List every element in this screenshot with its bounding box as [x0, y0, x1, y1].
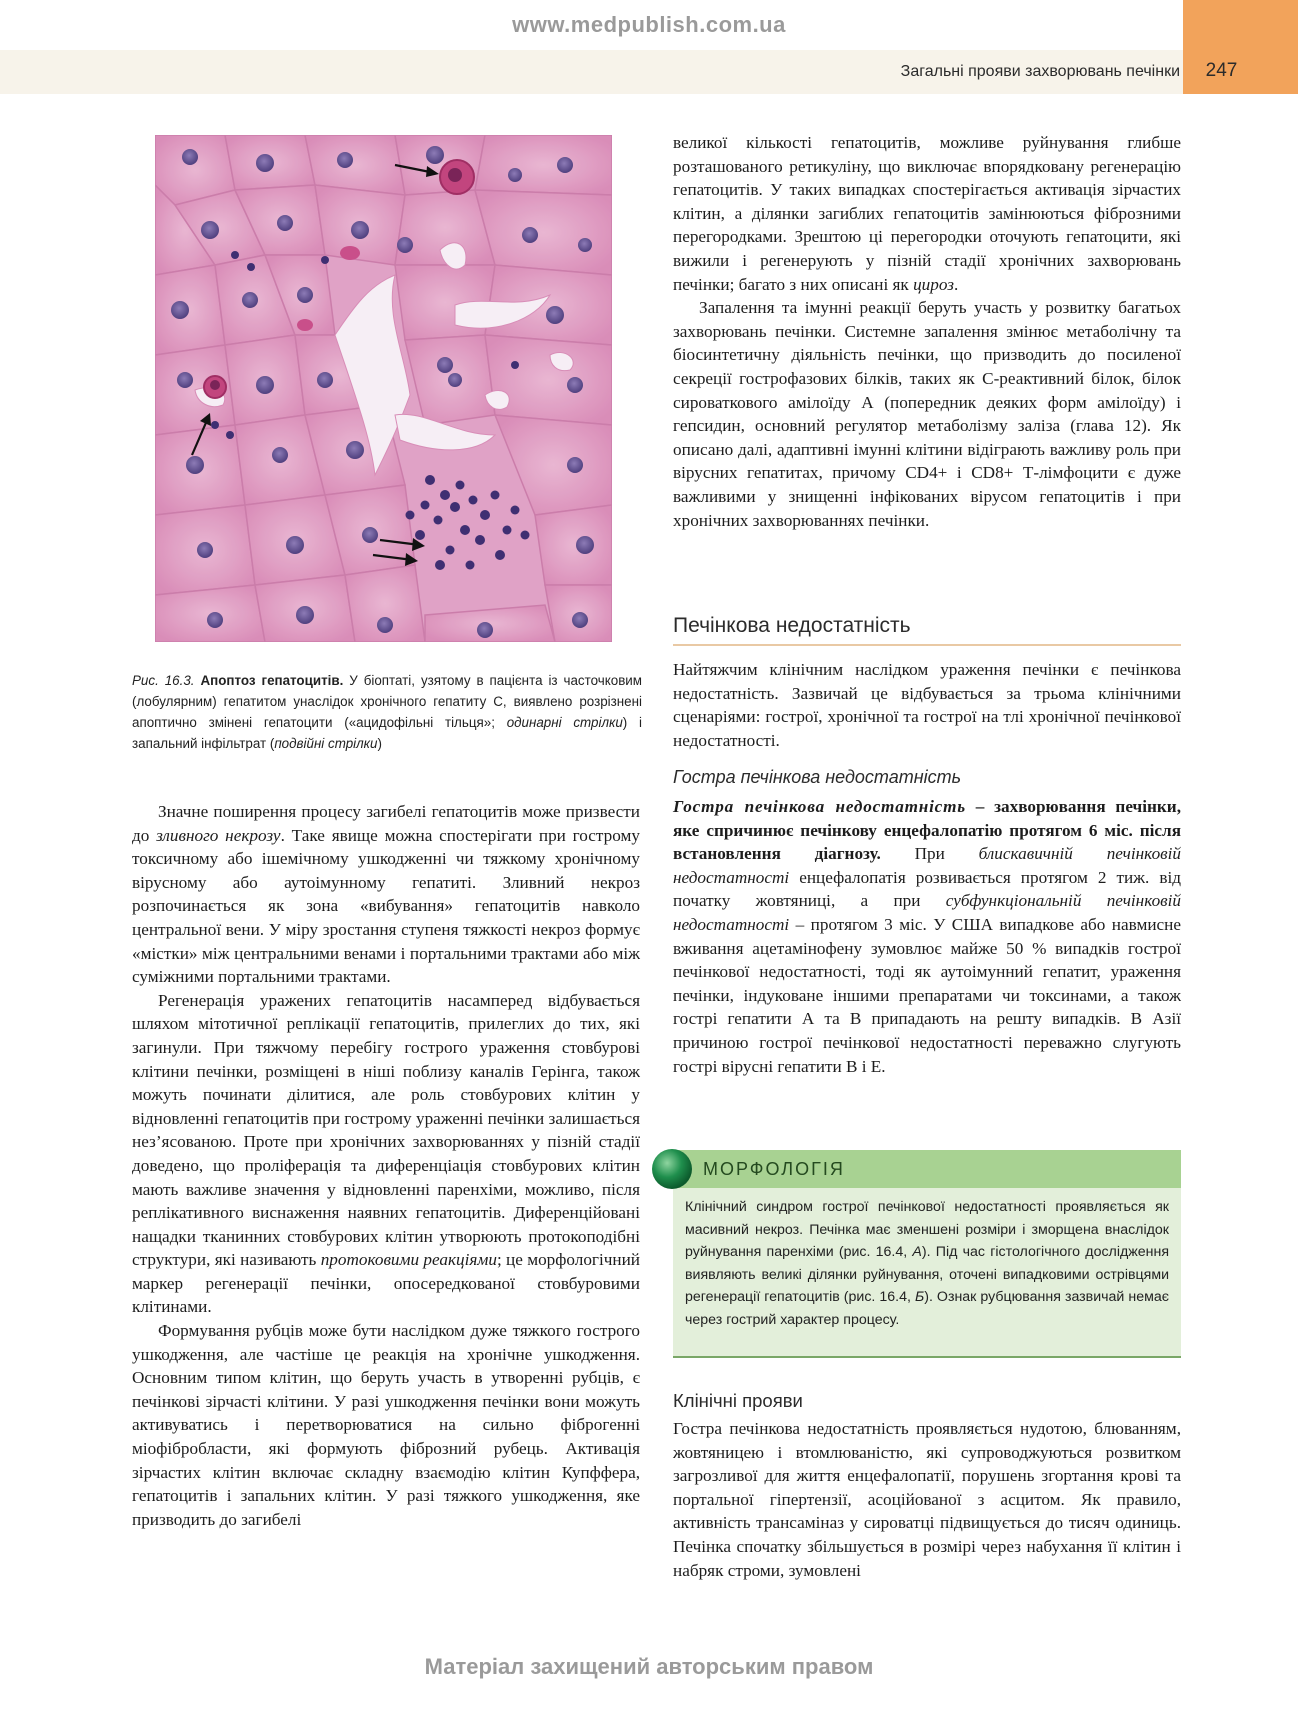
caption-single-arrows: одинарні стрілки [506, 715, 623, 730]
term-fulminant-failure: блискавичній печінковій недостатності [673, 844, 1181, 887]
paragraph-text: великої кількості гепатоцитів, можливе руйнування глибше розташованого ретикуліну, що виключає впорядковану регенерацію гепатоцитів. У таких випадках спостерігається активація зірчастих клітин, а ділянки загиблих гепатоцитів замінюються фіброзними перегородками. Зрештою ці перегородки оточують гепатоцити, які вижили і регенерують у пізній стадії хронічних захворювань печінки; багато з них описані як [673, 133, 1181, 294]
morphology-text [685, 1196, 1169, 1332]
paragraph-text: . [953, 274, 959, 294]
term-subfulminant-failure: субфункціональній печінковій недостатності [673, 891, 1182, 934]
morphology-header [673, 1150, 1181, 1188]
right-column-clinical [673, 1417, 1181, 1582]
morphology-text-part: ). Під час гістологічного дослідження виявляють великі ділянки руйнування, оточені випадковими острівцями регенерації гепатоцитів (рис. 16.4, [685, 1244, 1169, 1306]
term-cirrhosis: цироз [913, 274, 954, 294]
figure-ref-a: А [912, 1244, 922, 1261]
left-column [132, 800, 640, 1531]
copyright-watermark: Матеріал захищений авторським правом [424, 1654, 874, 1679]
figure-caption [132, 670, 642, 754]
paragraph-text: – протягом 3 міс. У США випадкове або навмисне вживання ацетамінофену зумовлює майже 50 % випадків гострої печінкової недостатності, тоді як аутоімунний гепатит, ураження печінки, індуковане іншими препаратами чи токсинами, а також гострі гепатити А та В припадають на решту випадків. В Азії причиною гострої печінкової недостатності переважно слугують гострі вірусні гепатити В і Е. [673, 914, 1181, 1076]
paragraph-acute-failure [673, 795, 1181, 1078]
site-watermark: www.medpublish.com.ua [512, 12, 786, 37]
figure-label: Рис. 16.3. [132, 673, 195, 688]
right-column-top [673, 131, 1181, 532]
paragraph-inflammation: Запалення та імунні реакції беруть участь у розвитку багатьох захворювань печінки. Системне запалення змінює метаболічну та біосинтетичну діяльність печінки, що призводить до посиленої секреції гострофазових білків, таких як С-реактивний білок, білок сироваткового амілоїду А (попередник деяких форм амілоїду) і гепсидин, основний регулятор метаболізму заліза (глава 12). Як описано далі, адаптивні імунні клітини відіграють важливу роль при вірусних гепатитах, причому CD4+ і CD8+ Т-лімфоцити є дуже важливими у знищенні інфікованих вірусом гепатоцитів і при хронічних захворюваннях печінки. [673, 298, 1181, 530]
subsection-title-acute-failure: Гостра печінкова недостатність [673, 767, 962, 787]
paragraph-text: . Таке явище можна спостерігати при гострому токсичному або ішемічному ушкодженні чи тяжкому хронічному вірусному або аутоімунному гепатиті. Зливний некроз розпочинається як зона «вибування» гепатоцитів навколо центральної вени. У міру зростання ступеня тяжкості некроз формує «містки» між центральними венами і портальними трактами або між суміжними портальними трактами. [132, 825, 640, 987]
paragraph-text: енцефалопатія розвивається протягом 2 тиж. від початку жовтяниці, а при [673, 867, 1181, 911]
section-title-liver-failure: Печінкова недостатність [673, 614, 1181, 646]
term-confluent-necrosis: зливного некрозу [156, 825, 281, 845]
micrograph-image [155, 135, 612, 642]
paragraph-regeneration [132, 989, 640, 1319]
caption-double-arrows: подвійні стрілки [274, 736, 378, 751]
acute-failure-definition: – захворювання печінки, яке спричинює печінкову енцефалопатію протягом 6 міс. після встановлення діагнозу. [673, 797, 1181, 864]
morphology-text-part: ). Ознак рубцювання зазвичай немає через гострий характер процесу. [685, 1289, 1169, 1328]
right-column-failure [673, 658, 1181, 752]
page-number: 247 [1205, 60, 1238, 81]
paragraph-clinical: Гостра печінкова недостатність проявляється нудотою, блюванням, жовтяницею і втомлюваністю, які супроводжуються розвитком загрозливої для життя енцефалопатії, порушень згортання крові та портальної гіпертензії, асоційованої з асцитом. Як правило, активність трансаміназ у сироватці підвищується до тисяч одиниць. Печінка спочатку збільшується в розмірі через набухання її клітин і набряк строми, зумовлені [673, 1419, 1181, 1580]
acute-failure-lead: Гостра печінкова недостатність [673, 797, 966, 816]
right-column-acute [673, 795, 1181, 1078]
chapter-title: Загальні прояви захворювань печінки [900, 63, 1180, 80]
morphology-text-part: Клінічний синдром гострої печінкової недостатності проявляється як масивний некроз. Печінка має зменшені розміри і зморщена внаслідок руйнування паренхіми (рис. 16.4, [685, 1199, 1169, 1261]
morphology-box [673, 1150, 1181, 1358]
paragraph-liver-failure: Найтяжчим клінічним наслідком ураження печінки є печінкова недостатність. Зазвичай це відбувається за трьома клінічними сценаріями: гострої, хронічної та гострої на тлі хронічної печінкової недостатності. [673, 660, 1181, 750]
paragraph-text: Регенерація уражених гепатоцитів насамперед відбувається шляхом мітотичної реплікації гепатоцитів, прилеглих до тих, які загинули. При тяжчому перебігу гострого ураження стовбурові клітини печінки, розміщені в ніші поблизу каналів Герінга, також можуть починати ділитися, але роль стовбурових клітин у відновленні гепатоцитів при гострому ураженні печінки залишається нез’ясованою. Проте при хронічних захворюваннях у пізній стадії доведено, що проліферація та диференціація стовбурових клітин мають важливе значення у відновленні паренхіми, можливо, після реплікативного виснаження наявних гепатоцитів. Диференційовані нащадки тканинних стовбурових клітин утворюють протокоподібні структури, які називають [132, 990, 640, 1270]
morphology-bullet-icon [651, 1148, 693, 1190]
morphology-title: МОРФОЛОГІЯ [703, 1159, 845, 1179]
paragraph-text: Значне поширення процесу загибелі гепатоцитів може призвести до [132, 802, 640, 845]
paragraph-text: При [880, 844, 979, 864]
histology-micrograph [155, 135, 612, 642]
subsection-title-clinical: Клінічні прояви [673, 1390, 803, 1411]
term-ductular-reactions: протоковими реакціями [320, 1250, 497, 1270]
paragraph-continued [673, 131, 1181, 296]
figure-ref-b: Б [914, 1289, 925, 1306]
paragraph-scarring: Формування рубців може бути наслідком дуже тяжкого гострого ушкодження, але частіше це реакція на хронічне ушкодження. Основним типом клітин, що беруть участь в утворенні рубців, є печінкові зірчасті клітини. У разі ушкодження печінки вони можуть активуватись і перетворюватися на сильно фіброгенні міофібробласти, які формують фіброзний рубець. Активація зірчастих клітин включає складну взаємодію клітин Купффера, гепатоцитів і запальних клітин. У разі тяжкого ушкодження, яке призводить до загибелі [132, 1321, 640, 1529]
caption-text: ) і запальний інфільтрат ( [132, 715, 642, 751]
figure-title: Апоптоз гепатоцитів. [200, 673, 344, 688]
paragraph-text: ; це морфологічний маркер регенерації печінки, опосередкованої стовбуровими клітинами. [132, 1250, 640, 1317]
caption-text: У біоптаті, узятому в пацієнта із часточковим (лобулярним) гепатитом унаслідок хронічного гепатиту С, виявлено розрізнені апоптично змінені гепатоцити («ацидофільні тільця»; [132, 673, 642, 730]
paragraph-confluent-necrosis [132, 800, 640, 989]
caption-text: ) [377, 736, 382, 751]
